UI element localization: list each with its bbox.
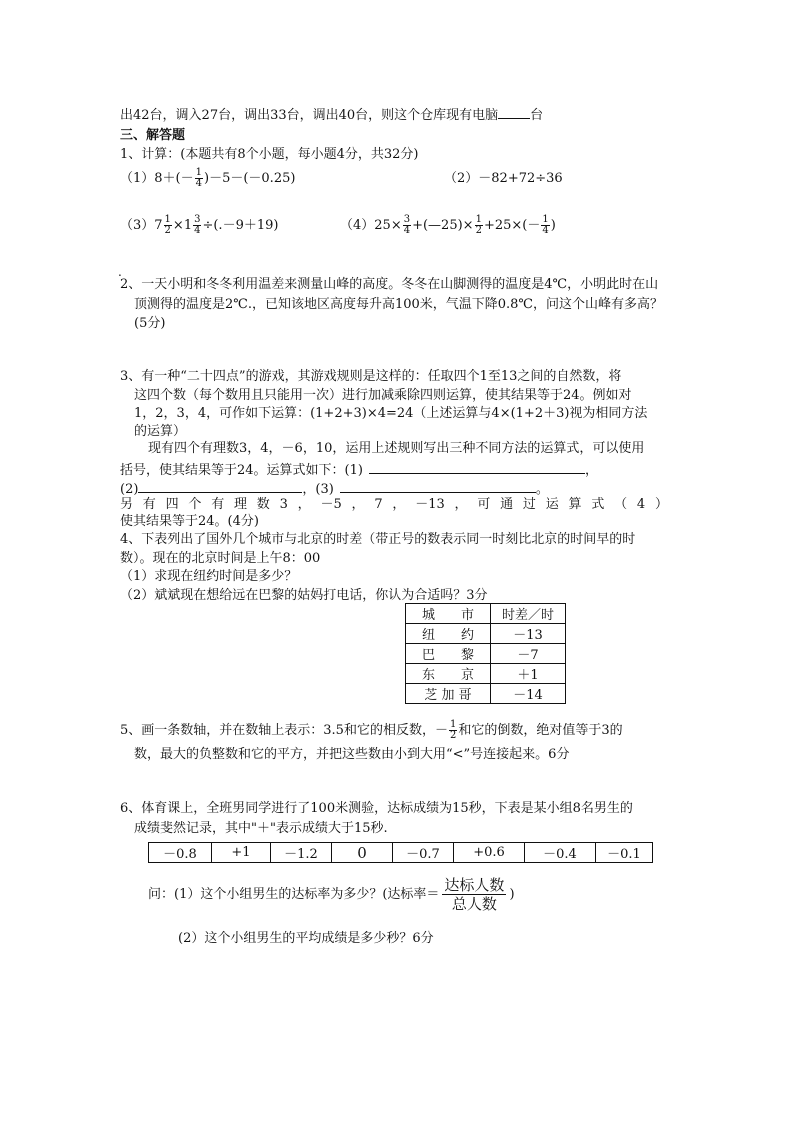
q5-line-2: 数，最大的负整数和它的平方，并把这些数由小到大用“<”号连接起来。6分 xyxy=(134,747,570,762)
question-text-end: 台 xyxy=(530,108,544,123)
table-row xyxy=(406,624,566,644)
question-text: 括号，使其结果等于24。运算式如下：(1) xyxy=(120,463,363,478)
q1-item-3 xyxy=(120,215,278,236)
table-cell: +1 xyxy=(212,843,271,863)
expr-part: （1）8＋(－ xyxy=(120,171,194,186)
section-heading: 三、解答题 xyxy=(120,128,186,143)
q5-line-1 xyxy=(120,720,623,741)
q3-line-1: 3、有一种“二十四点”的游戏，其游戏规则是这样的：任取四个1至13之间的自然数，将 xyxy=(120,369,622,384)
question-text: 和它的倒数，绝对值等于3的 xyxy=(458,723,623,738)
q3-line-3: 1，2，3，4，可作如下运算：(1+2+3)×4=24（上述运算与4×(1+2＋3)视为相同方法 xyxy=(134,406,648,421)
fraction-denominator: 2 xyxy=(164,225,171,236)
table-row xyxy=(149,843,653,863)
q1-item-2: （2）－82+72÷36 xyxy=(444,171,563,186)
table-row xyxy=(406,644,566,664)
expr-part: )－5－(－0.25) xyxy=(204,171,296,186)
q2-line-3: (5分) xyxy=(134,316,166,331)
fraction xyxy=(193,215,201,236)
q3-line-6 xyxy=(120,459,598,480)
table-cell: －0.4 xyxy=(525,843,596,863)
fraction-denominator: 2 xyxy=(449,730,457,741)
q2-line-2: 顶测得的温度是2℃.，已知该地区高度每升高100米，气温下降0.8℃，问这个山峰有多高？ xyxy=(134,297,663,312)
fraction xyxy=(541,215,549,236)
answer-blank-2[interactable] xyxy=(138,478,302,493)
question-text-end: ， xyxy=(584,463,598,478)
expr-part: （3）7 xyxy=(120,218,163,233)
q3-line-5: 现有四个有理数3，4，－6，10，运用上述规则写出三种不同方法的运算式，可以使用 xyxy=(148,441,645,456)
fraction xyxy=(449,720,457,741)
table-cell: 东 京 xyxy=(406,664,491,684)
expr-part: ×1 xyxy=(172,218,193,233)
question-text-end: 。 xyxy=(535,482,549,497)
q1-intro: 1、计算：(本题共有8个小题，每小题4分，共32分) xyxy=(120,147,419,162)
expr-part: ÷(.－9＋19) xyxy=(202,218,279,233)
expr-part: （4）25× xyxy=(340,218,402,233)
q1-item-1 xyxy=(120,168,295,189)
table-cell: ＋1 xyxy=(491,664,566,684)
table-cell: －1.2 xyxy=(271,843,332,863)
fraction-numerator: 3 xyxy=(194,214,201,225)
expr-part: +(—25)× xyxy=(412,218,474,233)
fill-in-question-tail xyxy=(120,104,543,125)
fraction-numerator: 达标人数 xyxy=(444,876,505,894)
table-cell: 纽 约 xyxy=(406,624,491,644)
score-table xyxy=(148,842,653,863)
fraction-numerator: 1 xyxy=(542,214,549,225)
fraction-denominator: 4 xyxy=(195,178,202,189)
table-cell: －13 xyxy=(491,624,566,644)
table-cell: 0 xyxy=(332,843,393,863)
fraction-numerator: 1 xyxy=(449,719,457,730)
fraction-numerator: 1 xyxy=(164,214,171,225)
table-cell: 巴 黎 xyxy=(406,644,491,664)
q6-sub-2: (2）这个小组男生的平均成绩是多少秒？6分 xyxy=(178,931,434,946)
fraction xyxy=(164,215,172,236)
fraction-denominator: 2 xyxy=(475,225,482,236)
q4-line-2: 数）。现在的北京时间是上午8：00 xyxy=(120,551,321,566)
table-row xyxy=(406,684,566,704)
table-header-cell: 时差／时 xyxy=(491,604,566,624)
q3-line-4: 的运算） xyxy=(134,424,187,439)
fraction-denominator: 4 xyxy=(194,225,201,236)
blank-label-3: ，(3) xyxy=(302,482,334,497)
table-cell: －14 xyxy=(491,684,566,704)
expr-part: ) xyxy=(550,218,556,233)
q4-sub-1: （1）求现在纽约时间是多少？ xyxy=(120,569,298,584)
fraction xyxy=(403,215,411,236)
q3-line-2: 这四个数（每个数用且只能用一次）进行加减乘除四则运算，使其结果等于24。例如对 xyxy=(134,388,632,403)
q3-line-8: 另有四个有理数3，－5，7，－13，可通过运算式（4） xyxy=(120,497,668,512)
timezone-table xyxy=(405,603,566,704)
fraction xyxy=(475,215,483,236)
q1-item-4 xyxy=(340,215,556,236)
expr-part: +25×(－ xyxy=(483,218,541,233)
rate-fraction xyxy=(442,876,506,913)
q6-sub-1 xyxy=(148,876,515,914)
fraction-denominator: 总人数 xyxy=(451,895,497,913)
question-text: 问：(1）这个小组男生的达标率为多少？(达标率＝ xyxy=(148,887,440,902)
fraction-numerator: 1 xyxy=(195,167,202,178)
answer-blank-3[interactable] xyxy=(340,478,536,493)
table-row xyxy=(406,664,566,684)
table-cell: 芝 加 哥 xyxy=(406,684,491,704)
fraction-numerator: 1 xyxy=(475,214,482,225)
q6-line-1: 6、体育课上，全班男同学进行了100米测验，达标成绩为15秒，下表是某小组8名男生的 xyxy=(120,801,633,816)
q4-sub-2: （2）斌斌现在想给远在巴黎的姑妈打电话，你认为合适吗？3分 xyxy=(120,588,488,603)
q6-line-2: 成绩斐然记录，其中"＋"表示成绩大于15秒. xyxy=(134,821,388,836)
question-text: ) xyxy=(509,887,515,902)
table-cell: －7 xyxy=(491,644,566,664)
table-cell: －0.7 xyxy=(393,843,454,863)
table-cell: －0.1 xyxy=(596,843,653,863)
q3-line-9: 使其结果等于24。(4分) xyxy=(120,514,259,529)
fraction-denominator: 4 xyxy=(403,225,411,236)
blank-label-2: (2) xyxy=(120,482,139,497)
answer-blank-1[interactable] xyxy=(369,459,585,474)
question-text: 5、画一条数轴，并在数轴上表示：3.5和它的相反数，－ xyxy=(120,723,448,738)
table-header-row xyxy=(406,604,566,624)
fraction xyxy=(195,168,203,189)
stray-dot: . xyxy=(118,265,122,279)
table-cell: +0.6 xyxy=(454,843,525,863)
fraction-denominator: 4 xyxy=(542,225,549,236)
q4-line-1: 4、下表列出了国外几个城市与北京的时差（带正号的数表示同一时刻比北京的时间早的时 xyxy=(120,532,636,547)
question-text: 出42台，调入27台，调出33台，调出40台，则这个仓库现有电脑 xyxy=(120,108,499,123)
answer-blank[interactable] xyxy=(498,104,530,119)
table-cell: －0.8 xyxy=(149,843,212,863)
q2-line-1: 2、一天小明和冬冬利用温差来测量山峰的高度。冬冬在山脚测得的温度是4℃，小明此时在山 xyxy=(120,277,659,292)
table-header-cell: 城 市 xyxy=(406,604,491,624)
fraction-numerator: 3 xyxy=(403,214,411,225)
